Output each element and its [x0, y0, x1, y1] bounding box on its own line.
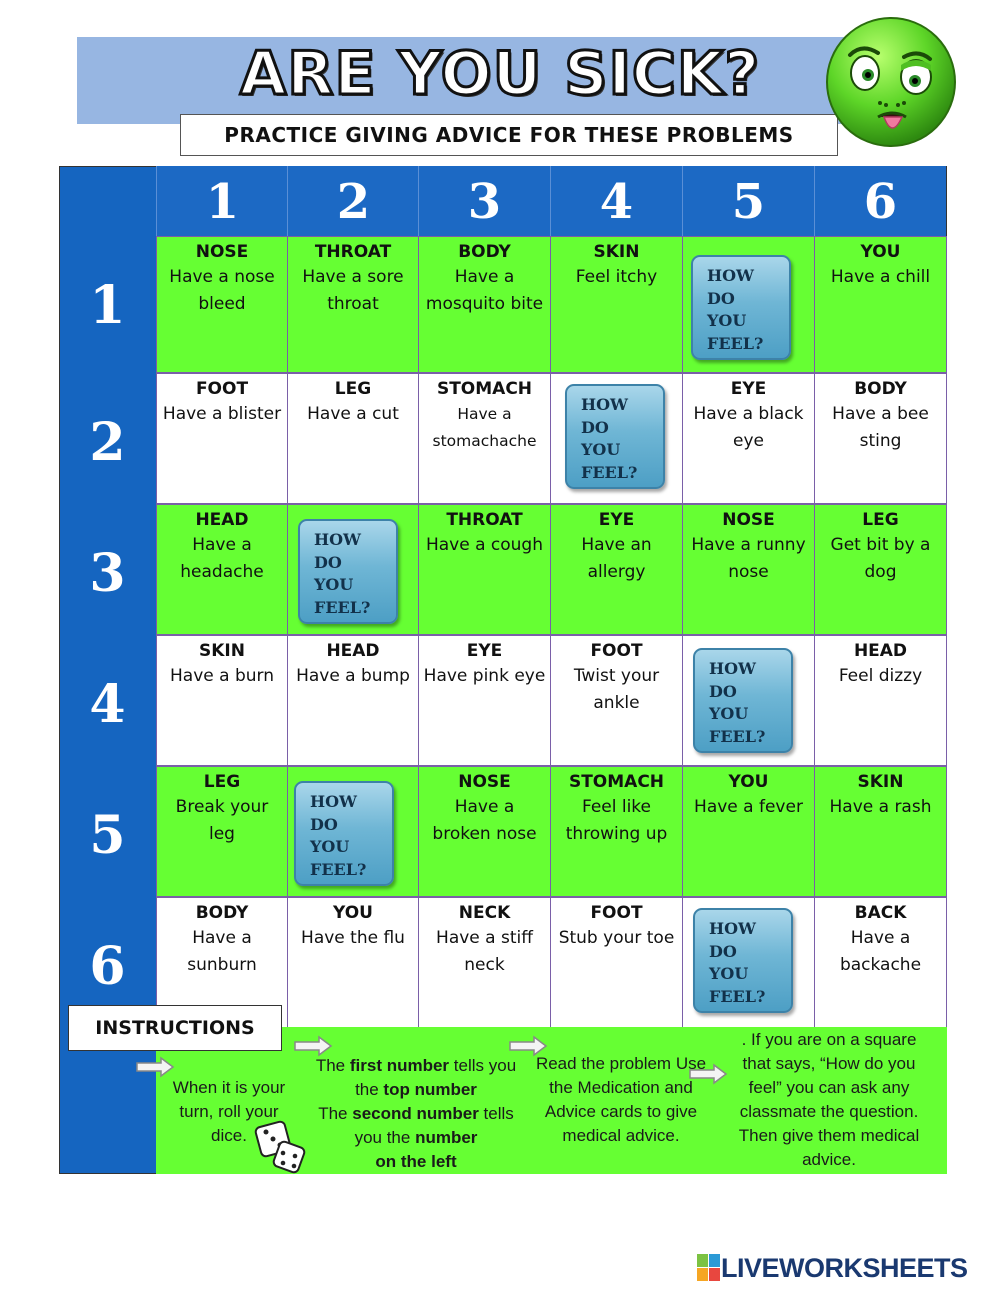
column-header-5: 5	[682, 166, 814, 236]
how-do-you-feel-card[interactable]	[691, 255, 791, 360]
square-category: FOOT	[590, 641, 643, 661]
square-category: SKIN	[593, 242, 640, 262]
page-title: ARE YOU SICK?	[239, 39, 761, 109]
sick-face-icon	[822, 13, 960, 151]
board-square	[682, 635, 815, 766]
how-do-you-feel-card[interactable]	[693, 648, 793, 753]
square-problem: Have pink eye	[423, 666, 546, 686]
square-problem: Have a bump	[296, 666, 410, 686]
feel-card-word: YOU	[709, 964, 749, 983]
square-problem: Have the flu	[301, 928, 405, 948]
how-do-you-feel-card[interactable]	[298, 519, 398, 624]
feel-card-word: HOW	[709, 919, 757, 938]
board-square	[682, 897, 815, 1028]
liveworksheets-logo-icon	[697, 1254, 721, 1282]
feel-card-word: HOW	[707, 266, 755, 285]
brand-logo	[697, 1253, 968, 1283]
square-problem: Have a black eye	[693, 404, 804, 451]
board-square	[418, 504, 551, 635]
board-square	[550, 504, 683, 635]
board-square	[287, 897, 419, 1028]
square-category: EYE	[466, 641, 503, 661]
square-category: NOSE	[458, 772, 511, 792]
square-problem: Have a sunburn	[187, 928, 257, 975]
square-problem: Stub your toe	[558, 928, 675, 948]
square-category: YOU	[333, 903, 373, 923]
square-problem: Have a bee sting	[832, 404, 929, 451]
square-category: STOMACH	[568, 772, 665, 792]
square-category: HEAD	[853, 641, 908, 661]
board-square	[814, 635, 947, 766]
square-problem: Have a cut	[307, 404, 399, 424]
column-header-4: 4	[550, 166, 682, 236]
square-problem: Twist your ankle	[573, 666, 660, 713]
square-category: NOSE	[195, 242, 249, 262]
square-category: HEAD	[326, 641, 380, 661]
board-square	[156, 236, 288, 373]
arrow-icon	[135, 1056, 175, 1078]
column-header-3: 3	[418, 166, 550, 236]
square-category: BODY	[854, 379, 907, 399]
square-problem: Have a runny nose	[691, 535, 806, 582]
board-square	[550, 766, 683, 897]
feel-card-word: YOU	[707, 311, 747, 330]
board-square	[287, 373, 419, 504]
square-problem: Have a backache	[839, 928, 922, 975]
square-problem: Have a broken nose	[432, 797, 537, 844]
feel-card-word: FEEL?	[707, 333, 764, 353]
board-square	[418, 897, 551, 1028]
board-square	[287, 504, 419, 635]
row-header-3: 3	[89, 543, 126, 604]
board-square	[287, 236, 419, 373]
square-category: THROAT	[314, 242, 392, 262]
board-square	[682, 236, 815, 373]
column-header-1: 1	[156, 166, 288, 236]
arrow-icon	[688, 1063, 728, 1085]
how-do-you-feel-card[interactable]	[565, 384, 665, 489]
row-header-4: 4	[89, 674, 126, 735]
board-square	[287, 766, 419, 897]
board-square	[814, 236, 947, 373]
square-problem: Have a rash	[829, 797, 932, 817]
square-problem: Feel dizzy	[838, 666, 923, 686]
row-header-6: 6	[89, 936, 126, 997]
row-header-2: 2	[89, 412, 126, 473]
dice-icon	[252, 1118, 308, 1174]
square-category: EYE	[730, 379, 767, 399]
feel-card-word: FEEL?	[310, 859, 367, 879]
feel-card-word: YOU	[310, 837, 350, 856]
column-header-6: 6	[814, 166, 946, 236]
square-problem: Have a sore throat	[302, 267, 404, 314]
square-problem: Have a cough	[425, 535, 544, 555]
feel-card-word: YOU	[314, 575, 354, 594]
square-category: HEAD	[195, 510, 249, 530]
feel-card-word: HOW	[581, 395, 629, 414]
board-square	[814, 504, 947, 635]
square-category: NOSE	[722, 510, 775, 530]
feel-card-word: FEEL?	[709, 986, 766, 1006]
feel-card-word: DO	[709, 941, 737, 961]
board-square	[418, 635, 551, 766]
square-category: NECK	[458, 903, 511, 923]
board-square	[814, 766, 947, 897]
square-category: SKIN	[199, 641, 245, 661]
board-square	[156, 504, 288, 635]
square-category: LEG	[334, 379, 372, 399]
feel-card-word: HOW	[314, 530, 362, 549]
feel-card-word: YOU	[709, 704, 749, 723]
board-square	[418, 236, 551, 373]
instructions-label: INSTRUCTIONS	[68, 1005, 282, 1051]
row-header-1: 1	[89, 275, 126, 336]
square-category: STOMACH	[436, 379, 533, 399]
feel-card-word: FEEL?	[314, 597, 371, 617]
square-category: BODY	[458, 242, 511, 262]
square-category: BODY	[195, 903, 249, 923]
square-category: YOU	[860, 242, 901, 262]
board-square	[418, 766, 551, 897]
square-problem: Feel itchy	[575, 267, 658, 287]
board-square	[156, 635, 288, 766]
board-square	[550, 897, 683, 1028]
feel-card-word: YOU	[581, 440, 621, 459]
square-problem: Get bit by a dog	[830, 535, 931, 582]
square-problem: Have a stiff neck	[436, 928, 533, 975]
square-category: FOOT	[195, 379, 249, 399]
square-problem: Have a burn	[170, 666, 274, 686]
square-category: FOOT	[590, 903, 643, 923]
instruction-step-1: When it is your turn, roll your dice.	[172, 1078, 286, 1145]
how-do-you-feel-card[interactable]	[693, 908, 793, 1013]
square-problem: Have a blister	[162, 404, 282, 424]
square-problem: Have a stomachache	[432, 405, 537, 450]
board-square	[550, 373, 683, 504]
square-category: SKIN	[857, 772, 904, 792]
board-square	[156, 766, 288, 897]
square-problem: Have a chill	[830, 267, 931, 287]
feel-card-word: DO	[581, 417, 609, 437]
board-square	[682, 766, 815, 897]
board-square	[287, 635, 419, 766]
board-square	[550, 236, 683, 373]
square-category: EYE	[598, 510, 635, 530]
board-square	[418, 373, 551, 504]
square-category: YOU	[728, 772, 769, 792]
square-problem: Have a mosquito bite	[425, 267, 544, 314]
instruction-step-4: . If you are on a square that says, “How do you feel” you can ask any classmate the question. Then give them medical advice.	[738, 1030, 920, 1169]
feel-card-word: DO	[707, 288, 735, 308]
square-problem: Feel like throwing up	[565, 797, 668, 844]
square-problem: Have a fever	[694, 797, 803, 817]
feel-card-word: DO	[314, 552, 342, 572]
brand-text: LIVEWORKSHEETS	[721, 1252, 968, 1283]
board-square	[814, 373, 947, 504]
instruction-step-2: The first number tells you the top number The second number tells you the number on the left	[315, 1056, 517, 1171]
square-category: BACK	[854, 903, 907, 923]
square-category: THROAT	[446, 510, 523, 530]
square-problem: Break your leg	[175, 797, 269, 844]
feel-card-word: HOW	[310, 792, 358, 811]
column-header-2: 2	[287, 166, 419, 236]
instruction-step-3: Read the problem Use the Medication and Advice cards to give medical advice.	[535, 1054, 707, 1145]
square-category: LEG	[203, 772, 241, 792]
feel-card-word: FEEL?	[709, 726, 766, 746]
feel-card-word: FEEL?	[581, 462, 638, 482]
square-problem: Have a headache	[180, 535, 264, 582]
board-square	[550, 635, 683, 766]
how-do-you-feel-card[interactable]	[294, 781, 394, 886]
board-square	[156, 373, 288, 504]
square-problem: Have an allergy	[581, 535, 652, 582]
feel-card-word: DO	[310, 814, 338, 834]
page-subtitle: PRACTICE GIVING ADVICE FOR THESE PROBLEMS	[180, 114, 838, 156]
square-category: LEG	[862, 510, 899, 530]
row-header-5: 5	[89, 805, 126, 866]
board-square	[814, 897, 947, 1028]
board-square	[682, 373, 815, 504]
board-square	[682, 504, 815, 635]
square-problem: Have a nose bleed	[169, 267, 275, 314]
feel-card-word: DO	[709, 681, 737, 701]
feel-card-word: HOW	[709, 659, 757, 678]
